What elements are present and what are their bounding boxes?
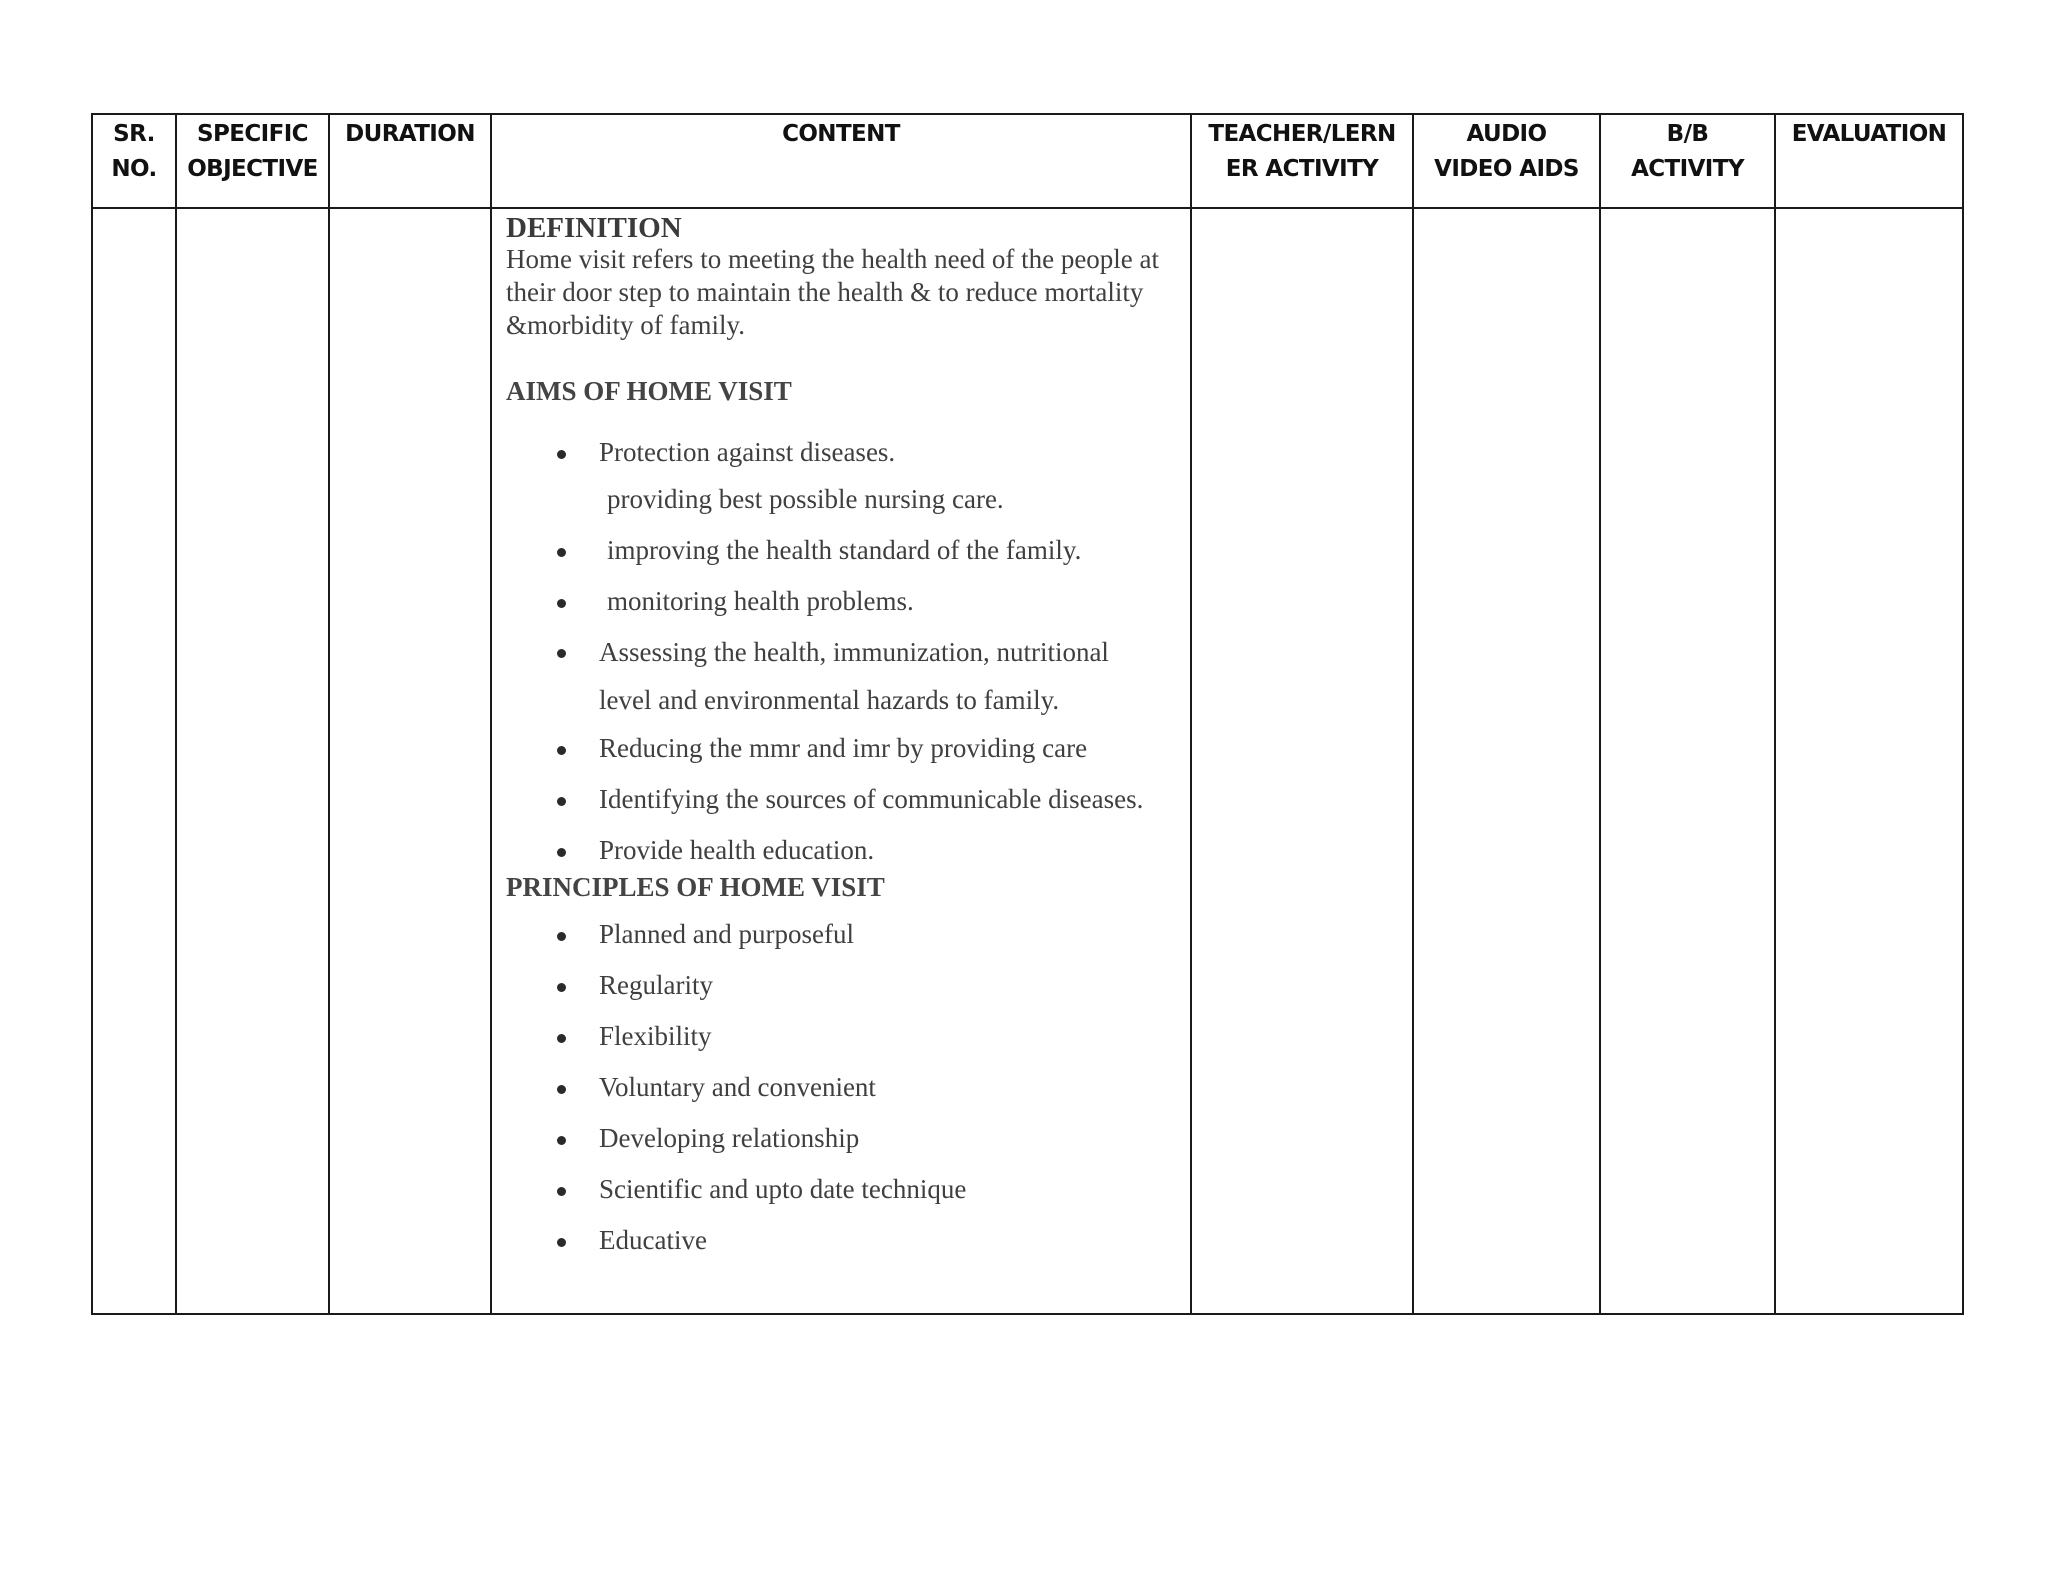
definition-text: Home visit refers to meeting the health need of the people at their door step to maintain the health & to reduce mortality &morbidity of family. — [506, 244, 1160, 340]
bullet-icon — [557, 983, 566, 992]
bullet-icon — [557, 599, 566, 608]
list-item — [506, 1020, 1180, 1053]
cell-audio-video-aids — [1413, 208, 1600, 1314]
header-duration — [329, 114, 491, 208]
definition-heading: DEFINITION — [506, 212, 682, 244]
list-item — [506, 628, 1180, 724]
cell-bb-activity — [1600, 208, 1775, 1314]
cell-content — [491, 208, 1191, 1314]
aim-text: Reducing the mmr and imr by providing care — [599, 733, 1088, 763]
list-item — [506, 585, 1180, 618]
bullet-icon — [557, 649, 566, 658]
principle-text: Developing relationship — [599, 1123, 860, 1153]
header-content — [491, 114, 1191, 208]
header-audio-video-aids — [1413, 114, 1600, 208]
aims-list — [506, 436, 1180, 867]
list-item — [506, 1173, 1180, 1206]
header-bb-activity-label: B/B ACTIVITY — [1631, 121, 1744, 182]
list-item — [506, 918, 1180, 951]
bullet-icon — [557, 1085, 566, 1094]
header-evaluation — [1775, 114, 1963, 208]
table-row — [92, 208, 1963, 1314]
header-row — [92, 114, 1963, 208]
aim-text: Assessing the health, immunization, nutritional level and environmental hazards to family. — [599, 637, 1109, 715]
lesson-plan-table — [91, 113, 1964, 1315]
principle-text: Planned and purposeful — [599, 919, 854, 949]
aim-text: monitoring health problems. — [607, 586, 914, 616]
bullet-icon — [557, 1187, 566, 1196]
bullet-icon — [557, 1034, 566, 1043]
header-content-label: CONTENT — [782, 121, 900, 147]
bullet-icon — [557, 450, 566, 459]
aim-text: Provide health education. — [599, 835, 875, 865]
principle-text: Educative — [599, 1225, 707, 1255]
list-item — [506, 1071, 1180, 1104]
header-sr-no — [92, 114, 176, 208]
header-duration-label: DURATION — [345, 121, 475, 147]
aim-text: providing best possible nursing care. — [607, 484, 1004, 514]
bullet-icon — [557, 1238, 566, 1247]
bullet-icon — [557, 932, 566, 941]
aims-heading: AIMS OF HOME VISIT — [506, 376, 792, 406]
list-item — [506, 483, 1180, 516]
principles-list — [506, 918, 1180, 1257]
list-item — [506, 534, 1180, 567]
aim-text: Protection against diseases. — [599, 437, 896, 467]
bullet-icon — [557, 848, 566, 857]
list-item — [506, 1122, 1180, 1155]
list-item — [506, 834, 1180, 867]
list-item — [506, 969, 1180, 1002]
header-audio-video-aids-label: AUDIO VIDEO AIDS — [1434, 121, 1579, 182]
cell-sr-no — [92, 208, 176, 1314]
aim-text: improving the health standard of the family. — [607, 535, 1082, 565]
header-specific-objective — [176, 114, 329, 208]
header-bb-activity — [1600, 114, 1775, 208]
principle-text: Flexibility — [599, 1021, 712, 1051]
aim-text: Identifying the sources of communicable diseases. — [599, 784, 1144, 814]
principles-heading: PRINCIPLES OF HOME VISIT — [506, 872, 885, 902]
header-teacher-learner-activity — [1191, 114, 1413, 208]
header-teacher-learner-activity-label: TEACHER/LERN ER ACTIVITY — [1208, 121, 1396, 182]
header-specific-objective-label: SPECIFIC OBJECTIVE — [187, 121, 318, 182]
list-item — [506, 1224, 1180, 1257]
cell-evaluation — [1775, 208, 1963, 1314]
bullet-icon — [557, 1136, 566, 1145]
bullet-icon — [557, 548, 566, 557]
cell-specific-objective — [176, 208, 329, 1314]
principle-text: Voluntary and convenient — [599, 1072, 876, 1102]
header-evaluation-label: EVALUATION — [1791, 121, 1947, 147]
bullet-icon — [557, 746, 566, 755]
principle-text: Scientific and upto date technique — [599, 1174, 967, 1204]
header-sr-no-label: SR. NO. — [111, 121, 157, 182]
principle-text: Regularity — [599, 970, 713, 1000]
cell-duration — [329, 208, 491, 1314]
list-item — [506, 732, 1180, 765]
bullet-icon — [557, 797, 566, 806]
cell-teacher-learner-activity — [1191, 208, 1413, 1314]
list-item — [506, 436, 1180, 469]
list-item — [506, 783, 1180, 816]
